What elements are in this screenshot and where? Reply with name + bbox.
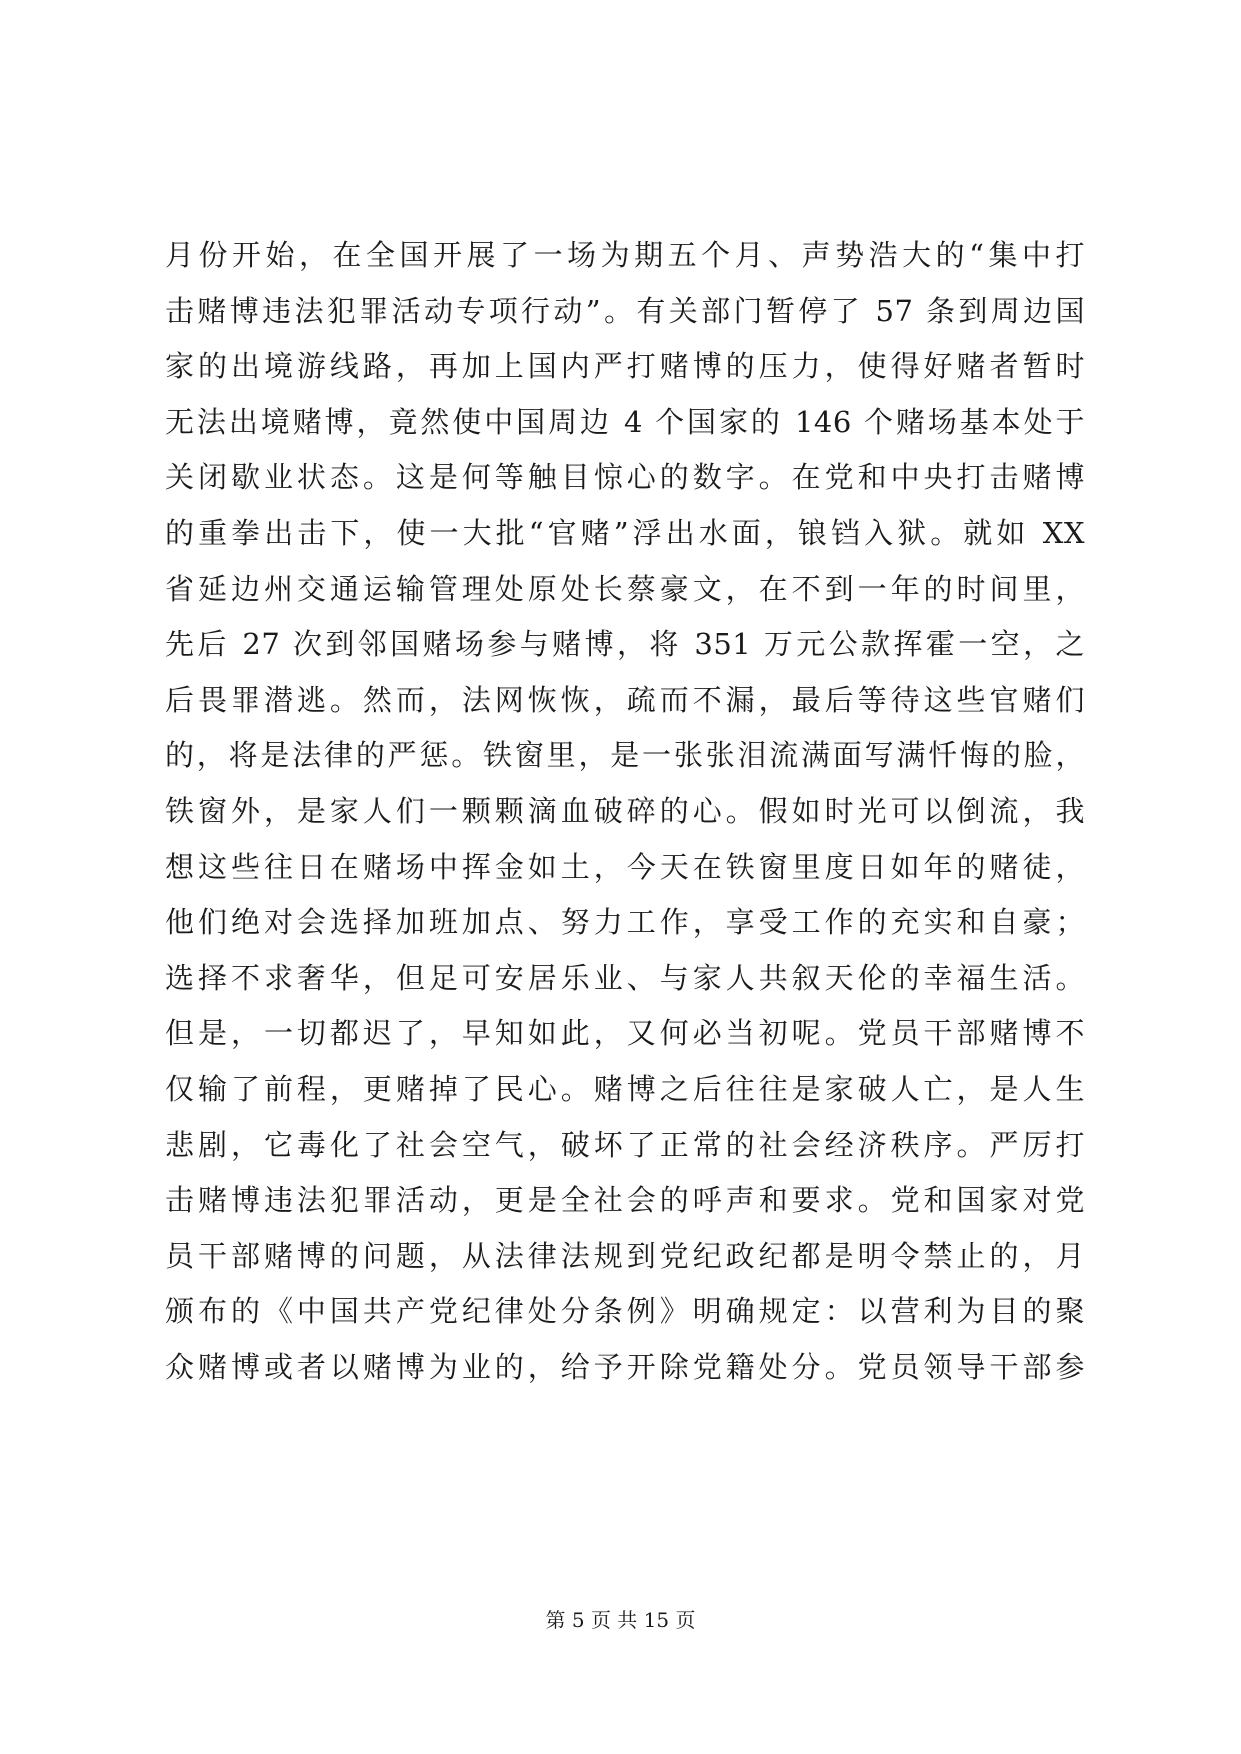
text-line: 击赌博违法犯罪活动，更是全社会的呼声和要求。党和国家对党	[165, 1183, 1085, 1218]
text-line: 众赌博或者以赌博为业的，给予开除党籍处分。党员领导干部参	[165, 1349, 1085, 1384]
text-line: 悲剧，它毒化了社会空气，破坏了正常的社会经济秩序。严厉打	[165, 1127, 1085, 1162]
text-line: 员干部赌博的问题，从法律法规到党纪政纪都是明令禁止的，月	[165, 1238, 1085, 1273]
text-line: 选择不求奢华，但足可安居乐业、与家人共叙天伦的幸福生活。	[165, 960, 1085, 995]
text-line: 颁布的《中国共产党纪律处分条例》明确规定：以营利为目的聚	[165, 1294, 1085, 1329]
text-line: 无法出境赌博，竟然使中国周边 4 个国家的 146 个赌场基本处于	[165, 404, 1085, 439]
text-line: 家的出境游线路，再加上国内严打赌博的压力，使得好赌者暂时	[165, 349, 1085, 384]
text-line: 铁窗外，是家人们一颗颗滴血破碎的心。假如时光可以倒流，我	[165, 793, 1085, 828]
text-line: 击赌博违法犯罪活动专项行动”。有关部门暂停了 57 条到周边国	[165, 293, 1085, 328]
text-line: 但是，一切都迟了，早知如此，又何必当初呢。党员干部赌博不	[165, 1016, 1085, 1051]
text-line: 先后 27 次到邻国赌场参与赌博，将 351 万元公款挥霍一空，之	[165, 627, 1085, 662]
text-line: 的重拳出击下，使一大批“官赌”浮出水面，锒铛入狱。就如 XX	[165, 515, 1085, 550]
page-footer	[0, 1608, 1241, 1632]
text-line: 省延边州交通运输管理处原处长蔡豪文，在不到一年的时间里，	[165, 571, 1085, 606]
text-line: 的，将是法律的严惩。铁窗里，是一张张泪流满面写满忏悔的脸，	[165, 738, 1085, 773]
text-line: 他们绝对会选择加班加点、努力工作，享受工作的充实和自豪；	[165, 905, 1085, 940]
text-line: 仅输了前程，更赌掉了民心。赌博之后往往是家破人亡，是人生	[165, 1071, 1085, 1106]
text-line: 想这些往日在赌场中挥金如土，今天在铁窗里度日如年的赌徒，	[165, 849, 1085, 884]
body-text	[165, 228, 1085, 1395]
text-line: 关闭歇业状态。这是何等触目惊心的数字。在党和中央打击赌博	[165, 460, 1085, 495]
text-line: 月份开始，在全国开展了一场为期五个月、声势浩大的“集中打	[165, 238, 1085, 272]
page-number-label: 第 5 页 共 15 页	[545, 1608, 696, 1632]
text-line: 后畏罪潜逃。然而，法网恢恢，疏而不漏，最后等待这些官赌们	[165, 682, 1085, 717]
